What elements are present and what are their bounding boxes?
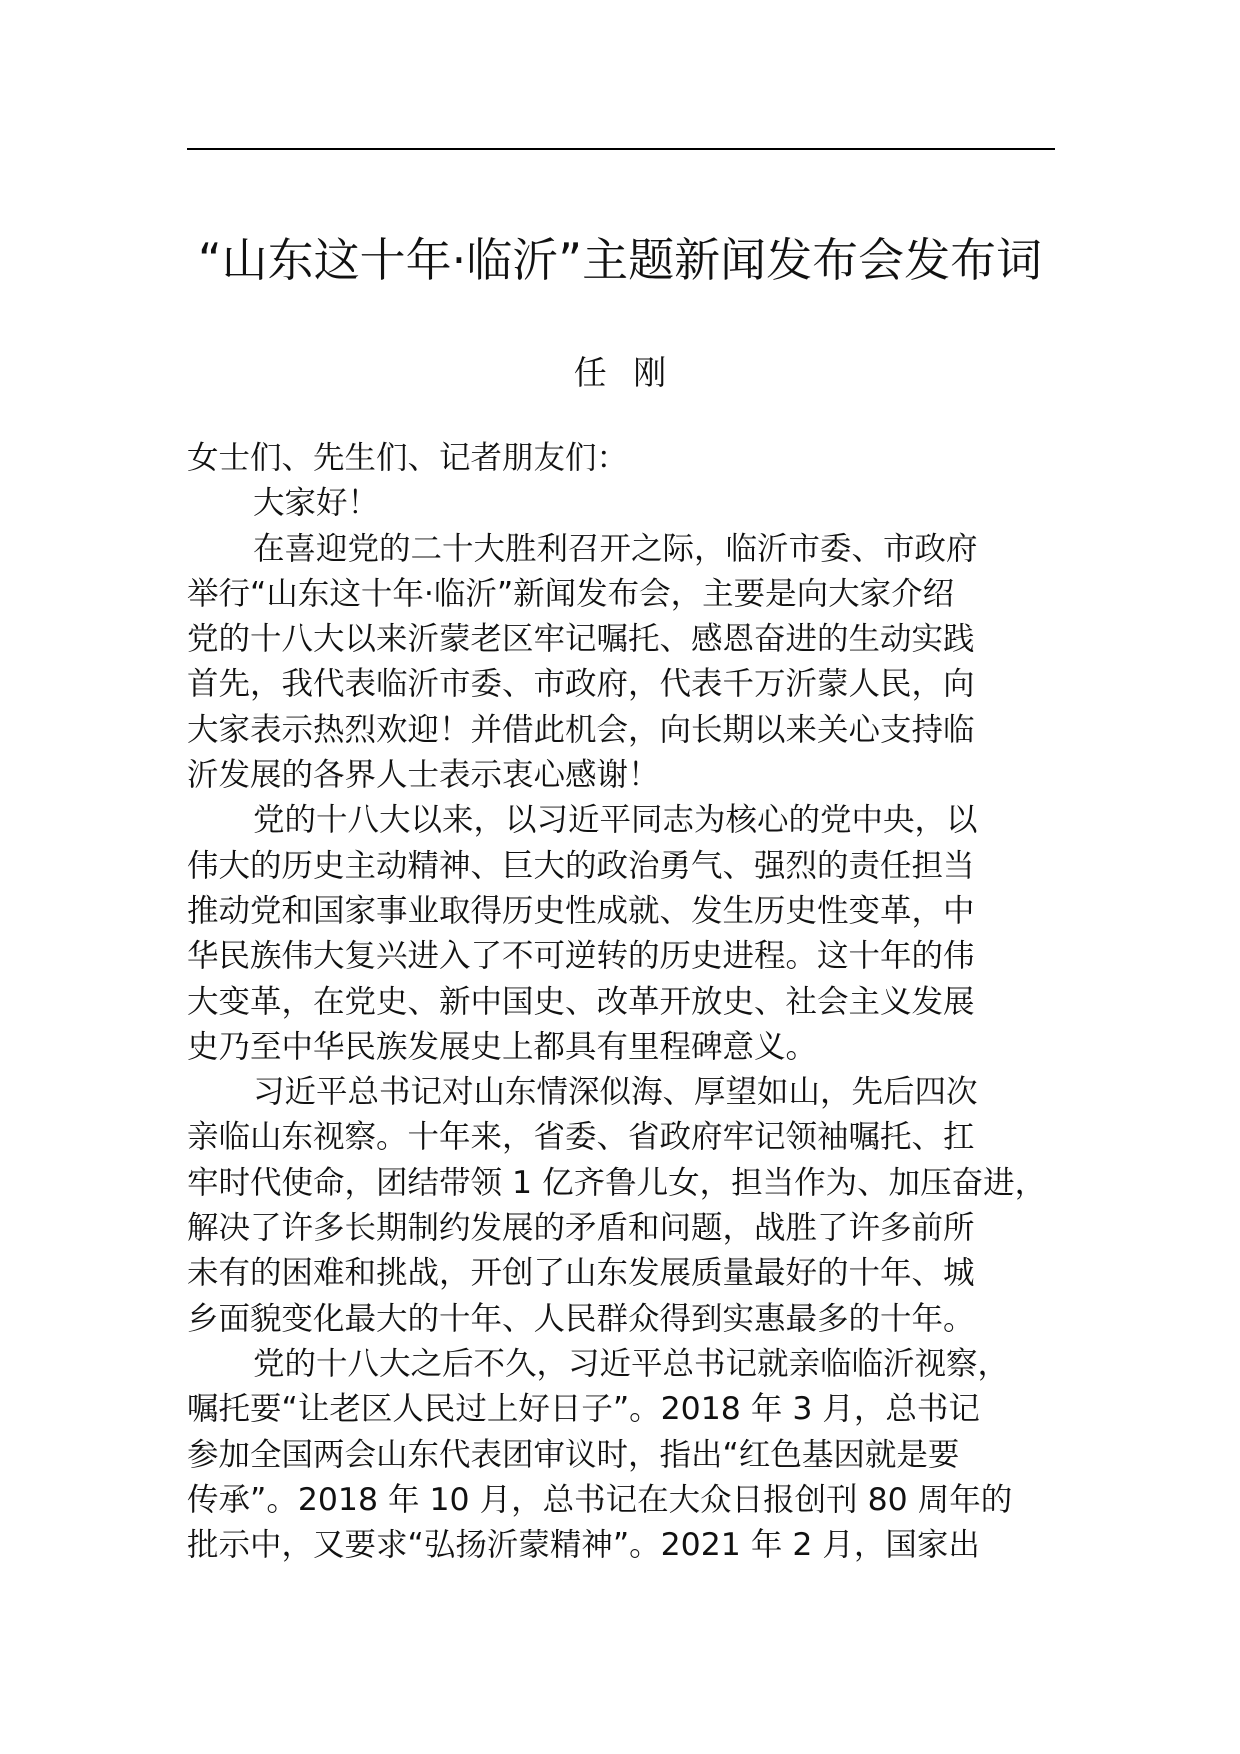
text-line: 牢时代使命，团结带领 1 亿齐鲁儿女，担当作为、加压奋进， — [187, 1164, 1047, 1201]
text-line: 嘱托要“让老区人民过上好日子”。2018 年 3 月，总书记 — [187, 1391, 980, 1428]
text-line: 党的十八大以来沂蒙老区牢记嘱托、感恩奋进的生动实践 — [187, 621, 975, 658]
text-line: 史乃至中华民族发展史上都具有里程碑意义。 — [187, 1028, 818, 1065]
text-line: 亲临山东视察。十年来，省委、省政府牢记领袖嘱托、扛 — [187, 1119, 975, 1156]
text-line: 沂发展的各界人士表示衷心感谢！ — [187, 757, 660, 794]
text-line: 党的十八大以来，以习近平同志为核心的党中央，以 — [253, 802, 978, 839]
text-line: 未有的困难和挑战，开创了山东发展质量最好的十年、城 — [187, 1255, 975, 1292]
text-line: 首先，我代表临沂市委、市政府，代表千万沂蒙人民，向 — [187, 666, 975, 703]
text-line: 党的十八大之后不久，习近平总书记就亲临临沂视察， — [253, 1345, 1010, 1382]
text-line: 大变革，在党史、新中国史、改革开放史、社会主义发展 — [187, 983, 975, 1020]
text-line: 大家表示热烈欢迎！并借此机会，向长期以来关心支持临 — [187, 711, 975, 748]
text-line: 女士们、先生们、记者朋友们： — [187, 440, 629, 476]
header-rule — [187, 148, 1055, 150]
text-line: 大家好！ — [253, 485, 380, 522]
text-line: 习近平总书记对山东情深似海、厚望如山，先后四次 — [253, 1074, 978, 1111]
text-line: 举行“山东这十年·临沂”新闻发布会，主要是向大家介绍 — [187, 575, 955, 612]
text-line: 传承”。2018 年 10 月，总书记在大众日报创刊 80 周年的 — [187, 1481, 1013, 1518]
document-title: “山东这十年·临沂”主题新闻发布会发布词 — [197, 233, 1043, 287]
document-author: 任 刚 — [573, 353, 675, 392]
text-line: 解决了许多长期制约发展的矛盾和问题，战胜了许多前所 — [187, 1210, 975, 1247]
text-line: 参加全国两会山东代表团审议时，指出“红色基因就是要 — [187, 1436, 960, 1473]
text-line: 批示中，又要求“弘扬沂蒙精神”。2021 年 2 月，国家出 — [187, 1527, 980, 1564]
text-line: 推动党和国家事业取得历史性成就、发生历史性变革，中 — [187, 892, 975, 929]
text-line: 在喜迎党的二十大胜利召开之际，临沂市委、市政府 — [253, 530, 978, 567]
document-body — [187, 436, 1067, 1568]
text-line: 华民族伟大复兴进入了不可逆转的历史进程。这十年的伟 — [187, 938, 975, 975]
text-line: 伟大的历史主动精神、巨大的政治勇气、强烈的责任担当 — [187, 847, 975, 884]
text-line: 乡面貌变化最大的十年、人民群众得到实惠最多的十年。 — [187, 1300, 975, 1337]
